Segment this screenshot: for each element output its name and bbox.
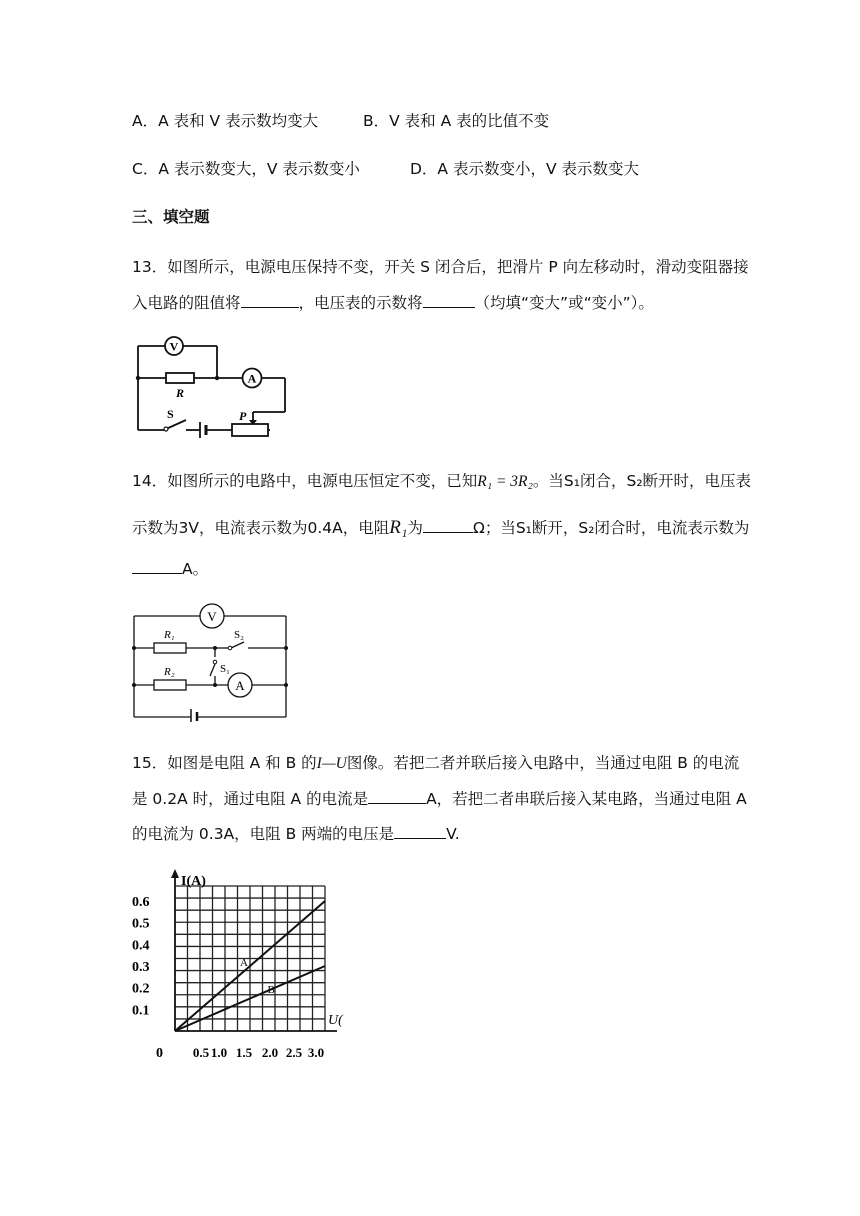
q13-line1: 13．如图所示，电源电压保持不变，开关 S 闭合后，把滑片 P 向左移动时，滑动变阻器接 <box>132 258 749 276</box>
answer-blank[interactable] <box>423 516 473 533</box>
y-tick-label: 0.5 <box>132 916 150 932</box>
y-tick-label: 0.2 <box>132 981 150 997</box>
x-tick-label: 0.5 <box>192 1045 210 1060</box>
ammeter-label: A <box>235 678 245 693</box>
answer-blank[interactable] <box>241 291 299 308</box>
x-tick-label: 3.0 <box>307 1045 325 1060</box>
option-c: C．A 表示数变大，V 表示数变小 <box>132 160 360 178</box>
answer-blank[interactable] <box>132 557 182 574</box>
x-tick-label: 2.0 <box>261 1045 279 1060</box>
option-b: B．V 表和 A 表的比值不变 <box>363 112 550 130</box>
q13-circuit-diagram <box>128 334 294 438</box>
slider-label: P <box>239 409 247 423</box>
y-tick-label: 0.6 <box>132 895 150 910</box>
q14-line3: A。 <box>132 557 208 580</box>
section-title: 三、填空题 <box>132 208 210 226</box>
q14-line2: 示数为3V，电流表示数为0.4A，电阻R₁为 Ω；当S₁断开，S₂闭合时，电流表示数为 <box>132 517 750 538</box>
q13-line2: 入电路的阻值将 ，电压表的示数将 （均填“变大”或“变小”）。 <box>132 291 654 314</box>
q15-line3: 的电流为 0.3A，电阻 B 两端的电压是 V. <box>132 822 460 845</box>
series-label-b: B <box>267 984 275 997</box>
y-tick-label: 0.1 <box>132 1003 150 1019</box>
s1-label: S₁ <box>220 663 230 675</box>
y-axis-label: I(A) <box>181 874 206 889</box>
x-axis-label: U( <box>328 1013 343 1028</box>
ammeter-label: A <box>247 371 257 386</box>
series-label-a: A <box>240 957 248 969</box>
x-tick-label: 2.5 <box>285 1045 303 1060</box>
option-a: A．A 表和 V 表示数均变大 <box>132 112 319 130</box>
answer-blank[interactable] <box>368 787 426 804</box>
r1-label: R₁ <box>164 629 175 641</box>
s2-label: S₂ <box>234 629 244 641</box>
r2-label: R₂ <box>164 666 175 678</box>
resistor-label: R <box>176 386 185 400</box>
voltmeter-label: V <box>207 609 217 624</box>
switch-label: S <box>167 407 174 421</box>
answer-blank[interactable] <box>394 822 446 839</box>
q14-circuit-diagram <box>128 600 294 722</box>
x-tick-label: 1.5 <box>235 1045 253 1060</box>
chart-grid <box>175 886 325 1031</box>
q15-line1: 15．如图是电阻 A 和 B 的I—U图像。若把二者并联后接入电路中，当通过电阻 B 的电流 <box>132 754 740 772</box>
q14-line1: 14．如图所示的电路中，电源电压恒定不变，已知R₁ = 3R₂。当S₁闭合，S₂断开时，电压表 <box>132 472 752 490</box>
y-axis-arrow <box>171 869 179 878</box>
y-tick-label: 0.4 <box>132 938 150 954</box>
option-d: D．A 表示数变小，V 表示数变大 <box>410 160 639 178</box>
iu-chart <box>128 866 368 1071</box>
q15-line2: 是 0.2A 时，通过电阻 A 的电流是 A，若把二者串联后接入某电路，当通过电阻 A <box>132 787 747 810</box>
x-tick-label: 1.0 <box>210 1045 228 1060</box>
voltmeter-label: V <box>169 339 179 354</box>
origin-label: 0 <box>156 1046 163 1061</box>
answer-blank[interactable] <box>423 291 475 308</box>
y-tick-label: 0.3 <box>132 960 150 975</box>
